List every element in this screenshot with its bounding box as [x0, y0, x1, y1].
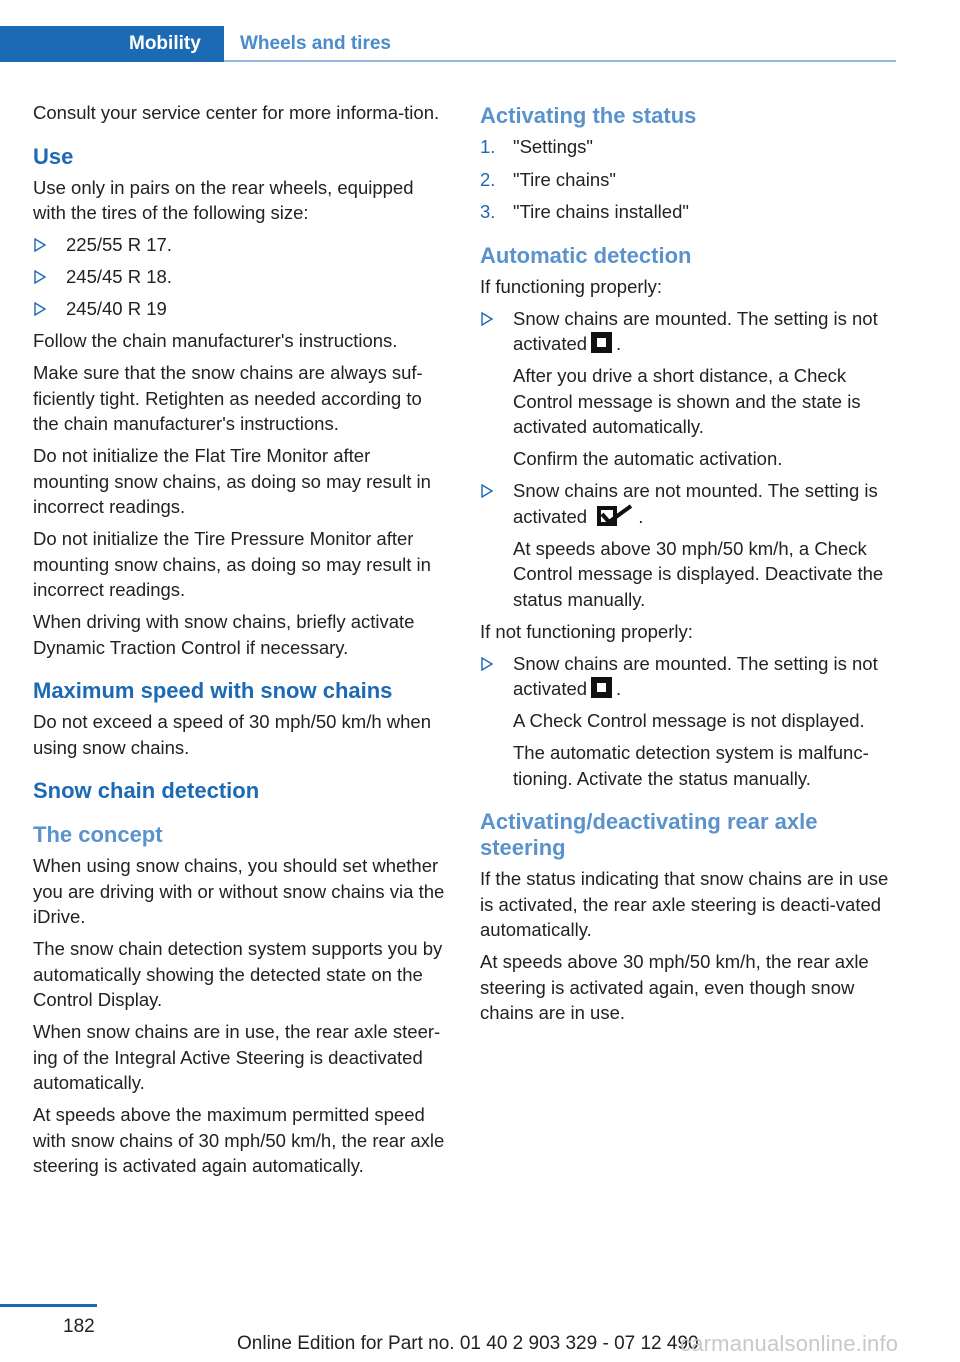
- improper-list: [480, 651, 898, 792]
- list-item: Snow chains are mounted. The setting is not activated . After you drive a short distance, a Check Control message is shown and the state is activated automatically. Confirm the automatic activation.: [480, 306, 898, 472]
- step-number: 1.: [480, 136, 496, 157]
- step-number: 2.: [480, 168, 496, 190]
- header-divider: [224, 60, 896, 62]
- page-number: 182: [63, 1316, 95, 1337]
- list-item: Snow chains are not mounted. The setting is activated . At speeds above 30 mph/50 km/h, a Check Control message is displayed. Deactivate the status manually.: [480, 478, 898, 612]
- right-column: [480, 100, 898, 1032]
- item-detail: The automatic detection system is malfunc‐tioning. Activate the status manually.: [513, 742, 869, 789]
- item-text: Snow chains are mounted. The setting is not activated: [513, 307, 878, 354]
- list-item: [33, 232, 451, 258]
- heading-snow-chain-detection: Snow chain detection: [33, 778, 260, 803]
- step-text: "Settings": [513, 136, 593, 157]
- list-item: [480, 134, 898, 160]
- tire-size: 245/40 R 19: [66, 298, 167, 319]
- paragraph: At speeds above the maximum permitted speed with snow chains of 30 mph/50 km/h, the rear axle steering is activated again automatically.: [33, 1104, 445, 1176]
- tire-size: 225/55 R 17.: [66, 234, 172, 255]
- heading-automatic-detection: Automatic detection: [480, 242, 692, 268]
- paragraph: Do not initialize the Tire Pressure Monitor after mounting snow chains, as doing so may result in incorrect readings.: [33, 528, 431, 600]
- activation-steps: [480, 134, 898, 225]
- triangle-bullet-icon: [33, 270, 47, 284]
- checked-box-icon: [596, 504, 634, 528]
- max-speed-paragraph: Do not exceed a speed of 30 mph/50 km/h when using snow chains.: [33, 711, 432, 758]
- paragraph: Follow the chain manufacturer's instructions.: [33, 330, 398, 351]
- step-text: "Tire chains": [513, 168, 616, 190]
- heading-rear-axle-steering: Activating/deactivating rear axle steering: [480, 809, 818, 860]
- unchecked-box-icon: [591, 677, 612, 698]
- item-detail: After you drive a short distance, a Check Control message is shown and the state is activated automatically.: [513, 365, 861, 437]
- paragraph: The snow chain detection system supports you by automatically showing the detected state on the Control Display.: [33, 938, 443, 1010]
- use-intro-paragraph: Use only in pairs on the rear wheels, equipped with the tires of the following size:: [33, 176, 414, 223]
- unchecked-box-icon: [591, 332, 612, 353]
- list-item: [33, 296, 451, 322]
- improper-label: If not functioning properly:: [480, 620, 693, 642]
- paragraph: Do not initialize the Flat Tire Monitor after mounting snow chains, as doing so may result in incorrect readings.: [33, 445, 431, 517]
- triangle-bullet-icon: [480, 484, 494, 498]
- paragraph: At speeds above 30 mph/50 km/h, the rear axle steering is activated again, even though snow chains are in use.: [480, 951, 869, 1023]
- item-detail: A Check Control message is not displayed.: [513, 710, 865, 731]
- intro-paragraph: Consult your service center for more informa‐tion.: [33, 102, 440, 123]
- tire-size-list: [33, 232, 451, 322]
- heading-use: Use: [33, 143, 74, 169]
- triangle-bullet-icon: [33, 238, 47, 252]
- properly-label: If functioning properly:: [480, 275, 663, 297]
- heading-maximum-speed: Maximum speed with snow chains: [33, 678, 393, 703]
- step-text: "Tire chains installed": [513, 201, 689, 222]
- paragraph: If the status indicating that snow chains are in use is activated, the rear axle steering is deacti‐vated automatically.: [480, 868, 889, 940]
- triangle-bullet-icon: [33, 302, 47, 316]
- list-item: [480, 167, 898, 193]
- paragraph: Make sure that the snow chains are always suf‐ficiently tight. Retighten as needed according to the chain manufacturer's instructions.: [33, 362, 423, 434]
- heading-the-concept: The concept: [33, 822, 163, 847]
- paragraph: When driving with snow chains, briefly activate Dynamic Traction Control if necessary.: [33, 611, 415, 658]
- list-item: [480, 199, 898, 225]
- footer-divider: [0, 1304, 97, 1307]
- step-number: 3.: [480, 201, 496, 222]
- list-item: Snow chains are mounted. The setting is not activated . A Check Control message is not displayed. The automatic detection system is malfunc‐tioning. Activate the status manually.: [480, 651, 898, 792]
- list-item: [33, 264, 451, 290]
- paragraph: When using snow chains, you should set whether you are driving with or without snow chains via the iDrive.: [33, 855, 445, 927]
- left-column: [33, 100, 451, 1185]
- triangle-bullet-icon: [480, 657, 494, 671]
- paragraph: When snow chains are in use, the rear axle steer‐ing of the Integral Active Steering is deactivated automatically.: [33, 1021, 441, 1093]
- edition-footer: Online Edition for Part no. 01 40 2 903 329 - 07 12 490: [237, 1333, 699, 1354]
- item-text: Snow chains are not mounted. The setting is activated: [513, 480, 878, 527]
- tire-size: 245/45 R 18.: [66, 266, 172, 287]
- section-tab-mobility: Mobility: [0, 26, 224, 62]
- heading-activating-the-status: Activating the status: [480, 103, 697, 128]
- chapter-title-wheels-and-tires: Wheels and tires: [240, 33, 391, 54]
- properly-list: [480, 306, 898, 613]
- item-detail: Confirm the automatic activation.: [513, 448, 783, 469]
- triangle-bullet-icon: [480, 312, 494, 326]
- item-text: Snow chains are mounted. The setting is not activated: [513, 652, 878, 699]
- item-detail: At speeds above 30 mph/50 km/h, a Check Control message is displayed. Deactivate the status manually.: [513, 537, 884, 610]
- watermark: carmanualsonline.info: [680, 1331, 899, 1356]
